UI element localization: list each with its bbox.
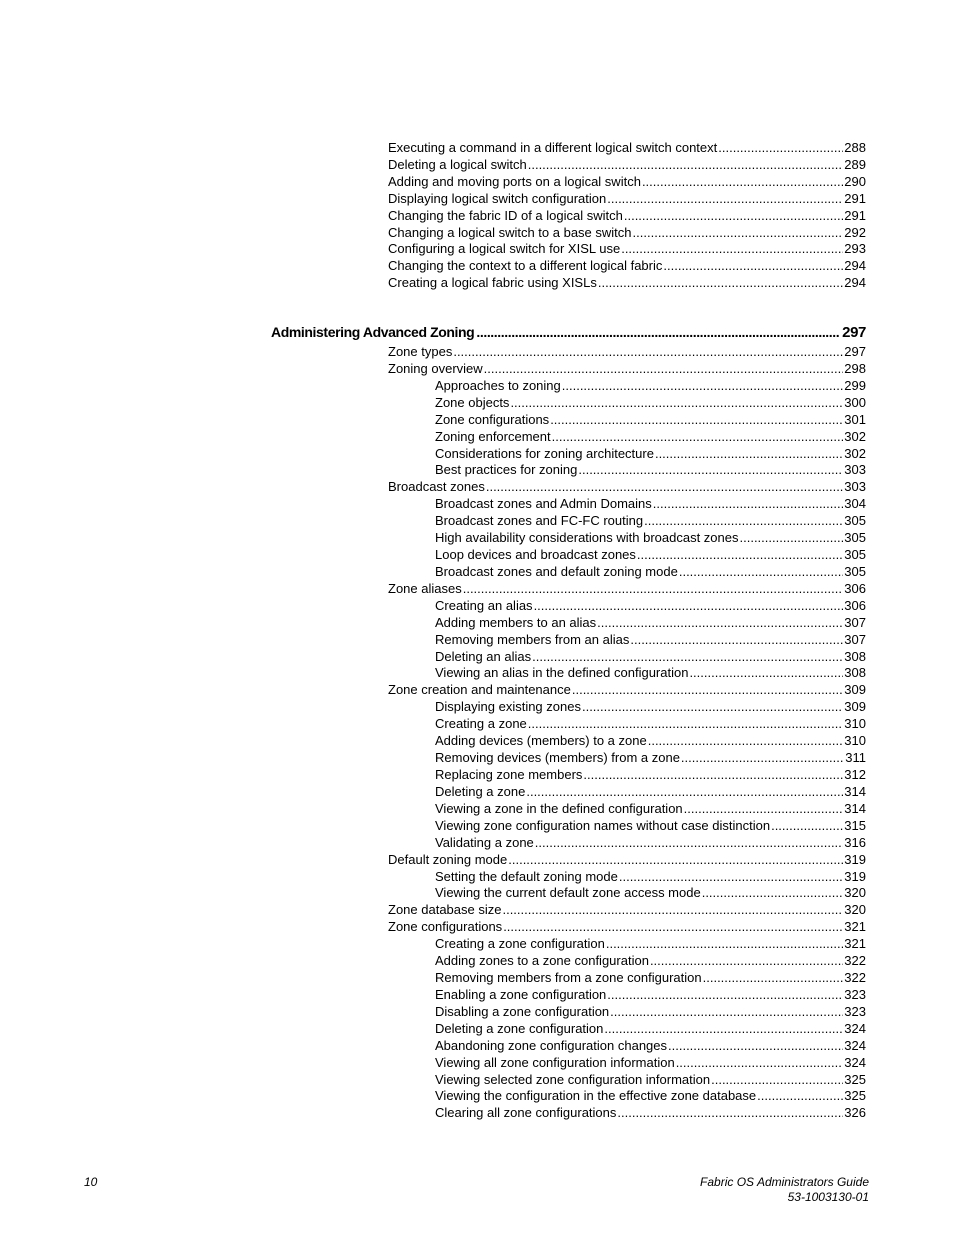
toc-entry-title: Viewing the current default zone access mode: [435, 885, 701, 901]
dot-leader: [633, 224, 844, 241]
dot-leader: [757, 1087, 843, 1104]
dot-leader: [582, 698, 843, 715]
toc-entry-page-number: 307: [844, 614, 866, 630]
dot-leader: [648, 732, 844, 749]
toc-entry[interactable]: [435, 495, 866, 512]
toc-entry[interactable]: [435, 1104, 866, 1121]
dot-leader: [502, 901, 843, 918]
toc-entry[interactable]: [435, 1087, 866, 1104]
dot-leader: [528, 715, 844, 732]
toc-entry-title: Viewing zone configuration names without case distinction: [435, 817, 771, 833]
toc-entry-title: Zone configurations: [435, 411, 550, 427]
toc-entry[interactable]: [435, 1054, 866, 1071]
dot-leader: [644, 512, 843, 529]
dot-leader: [463, 580, 844, 597]
dot-leader: [619, 868, 843, 885]
dot-leader: [642, 173, 843, 190]
toc-entry-title: Zone aliases: [388, 580, 462, 596]
dot-leader: [621, 240, 843, 257]
toc-entry-title: Adding devices (members) to a zone: [435, 733, 647, 749]
toc-entry-page-number: 308: [844, 648, 866, 664]
toc-entry-title: Removing devices (members) from a zone: [435, 750, 680, 766]
toc-entry[interactable]: [388, 681, 866, 698]
dot-leader: [655, 445, 843, 462]
toc-entry[interactable]: [435, 428, 866, 445]
toc-entry-title: Viewing all zone configuration information: [435, 1054, 675, 1070]
toc-entry[interactable]: [388, 580, 866, 597]
dot-leader: [653, 495, 844, 512]
dot-leader: [604, 1020, 843, 1037]
dot-leader: [681, 749, 844, 766]
dot-leader: [689, 664, 843, 681]
toc-entry[interactable]: [388, 224, 866, 241]
toc-entry[interactable]: [435, 817, 866, 834]
toc-entry-page-number: 305: [844, 530, 866, 546]
toc-entry[interactable]: [435, 1037, 866, 1054]
toc-entry-title: Adding and moving ports on a logical switch: [388, 173, 641, 189]
toc-entry[interactable]: [435, 1020, 866, 1037]
toc-entry-title: Disabling a zone configuration: [435, 1003, 610, 1019]
toc-entry-title: Zone creation and maintenance: [388, 682, 571, 698]
toc-entry-page-number: 322: [844, 953, 866, 969]
toc-entry-title: Validating a zone: [435, 834, 534, 850]
toc-entry-page-number: 309: [844, 699, 866, 715]
dot-leader: [703, 969, 844, 986]
toc-entry-page-number: 303: [844, 462, 866, 478]
toc-entry[interactable]: [435, 1071, 866, 1088]
toc-entry[interactable]: [435, 377, 866, 394]
toc-entry-page-number: 306: [844, 580, 866, 596]
toc-entry[interactable]: [388, 190, 866, 207]
toc-entry-page-number: 326: [844, 1105, 866, 1121]
toc-entry-page-number: 304: [844, 496, 866, 512]
toc-entry[interactable]: [388, 207, 866, 224]
toc-entry[interactable]: [435, 800, 866, 817]
toc-entry-page-number: 290: [844, 173, 866, 189]
toc-entry-title: Broadcast zones: [388, 479, 485, 495]
toc-entry-title: Viewing an alias in the defined configuration: [435, 665, 689, 681]
toc-entry-title: Viewing the configuration in the effective zone database: [435, 1088, 757, 1104]
toc-entry-title: Removing members from a zone configuration: [435, 970, 702, 986]
footer-doc-title: Fabric OS Administrators Guide: [700, 1175, 869, 1189]
toc-entry[interactable]: [388, 156, 866, 173]
toc-entry[interactable]: [435, 529, 866, 546]
toc-entry-title: Adding members to an alias: [435, 614, 597, 630]
toc-entry-title: Broadcast zones and FC-FC routing: [435, 513, 644, 529]
toc-entry[interactable]: [435, 868, 866, 885]
toc-entry-page-number: 303: [844, 479, 866, 495]
toc-entry-page-number: 306: [844, 597, 866, 613]
toc-entry[interactable]: [435, 783, 866, 800]
toc-entry-title: Deleting a zone configuration: [435, 1020, 604, 1036]
toc-entry[interactable]: [435, 461, 866, 478]
toc-entry-page-number: 325: [844, 1071, 866, 1087]
toc-entry[interactable]: [435, 546, 866, 563]
toc-entry-title: Creating a zone configuration: [435, 936, 605, 952]
toc-entry-title: Broadcast zones and default zoning mode: [435, 563, 678, 579]
toc-entry-page-number: 325: [844, 1088, 866, 1104]
toc-entry-page-number: 316: [844, 834, 866, 850]
chapter-page-number: 297: [842, 324, 866, 341]
dot-leader: [637, 546, 843, 563]
toc-entry-title: Zone types: [388, 344, 453, 359]
toc-entry-title: Setting the default zoning mode: [435, 868, 618, 884]
toc-entry[interactable]: [435, 648, 866, 665]
toc-entry-page-number: 289: [844, 156, 866, 172]
dot-leader: [668, 1037, 843, 1054]
toc-entry-page-number: 321: [844, 919, 866, 935]
dot-leader: [740, 529, 844, 546]
toc-entry-page-number: 309: [844, 682, 866, 698]
toc-entry-title: Default zoning mode: [388, 851, 508, 867]
toc-entry[interactable]: [388, 918, 866, 935]
toc-entry[interactable]: [388, 343, 866, 360]
toc-entry[interactable]: [435, 631, 866, 648]
dot-leader: [630, 631, 843, 648]
dot-leader: [617, 1104, 843, 1121]
toc-entry-title: Zoning overview: [388, 360, 483, 376]
dot-leader: [503, 918, 843, 935]
toc-entry-page-number: 324: [844, 1054, 866, 1070]
toc-entry-page-number: 321: [844, 936, 866, 952]
toc-entry[interactable]: [388, 139, 866, 156]
toc-entry-title: Configuring a logical switch for XISL use: [388, 241, 621, 257]
dot-leader: [679, 563, 843, 580]
toc-entry-page-number: 307: [844, 631, 866, 647]
toc-entry-page-number: 310: [844, 733, 866, 749]
toc-entry-title: Approaches to zoning: [435, 377, 561, 393]
toc-entry[interactable]: [435, 952, 866, 969]
toc-entry[interactable]: [388, 901, 866, 918]
toc-entry[interactable]: [435, 732, 866, 749]
dot-leader: [534, 597, 844, 614]
chapter-title: Administering Advanced Zoning: [271, 324, 475, 340]
toc-entry-title: Adding zones to a zone configuration: [435, 953, 649, 969]
toc-entry-title: Displaying logical switch configuration: [388, 190, 607, 206]
toc-entry-page-number: 314: [844, 800, 866, 816]
toc-entry[interactable]: [435, 834, 866, 851]
toc-entry[interactable]: [435, 749, 866, 766]
toc-entry[interactable]: [388, 851, 866, 868]
toc-entry-title: Creating an alias: [435, 597, 533, 613]
toc-entry-page-number: 302: [844, 428, 866, 444]
toc-entry-page-number: 324: [844, 1037, 866, 1053]
toc-entry-page-number: 323: [844, 1003, 866, 1019]
toc-entry-page-number: 305: [844, 547, 866, 563]
toc-entry-title: Enabling a zone configuration: [435, 986, 607, 1002]
toc-entry-page-number: 315: [844, 817, 866, 833]
dot-leader: [476, 323, 840, 341]
dot-leader: [535, 834, 844, 851]
toc-entry-page-number: 314: [844, 783, 866, 799]
toc-entry[interactable]: [388, 257, 866, 274]
toc-entry[interactable]: [388, 240, 866, 257]
toc-entry-page-number: 298: [844, 360, 866, 376]
toc-entry[interactable]: [435, 597, 866, 614]
toc-entry[interactable]: [435, 394, 866, 411]
dot-leader: [526, 783, 843, 800]
toc-entry[interactable]: [435, 766, 866, 783]
toc-entry[interactable]: [435, 411, 866, 428]
toc-entry-page-number: 291: [844, 207, 866, 223]
toc-entry-title: Viewing selected zone configuration information: [435, 1071, 711, 1087]
toc-entry-title: Viewing a zone in the defined configuration: [435, 800, 683, 816]
toc-entry-title: Deleting a zone: [435, 783, 526, 799]
footer-doc-info: [700, 1175, 869, 1205]
toc-entry-page-number: 305: [844, 563, 866, 579]
toc-entry-title: Removing members from an alias: [435, 631, 630, 647]
toc-entry-title: Deleting an alias: [435, 648, 532, 664]
toc-entry-title: Zoning enforcement: [435, 428, 551, 444]
dot-leader: [597, 614, 843, 631]
toc-entry-page-number: 288: [844, 140, 866, 155]
toc-entry-title: Changing a logical switch to a base switch: [388, 224, 632, 240]
toc-entry-title: Changing the fabric ID of a logical switch: [388, 207, 623, 223]
toc-entry[interactable]: [435, 614, 866, 631]
dot-leader: [650, 952, 843, 969]
footer-page-number: 10: [84, 1175, 98, 1189]
toc-entry-page-number: 312: [844, 767, 866, 782]
toc-entry[interactable]: [435, 563, 866, 580]
dot-leader: [484, 360, 844, 377]
toc-entry[interactable]: [435, 935, 866, 952]
toc-entry-title: Creating a zone: [435, 716, 527, 732]
toc-entry[interactable]: [388, 173, 866, 190]
toc-entry[interactable]: [435, 445, 866, 462]
toc-entry-page-number: 322: [844, 970, 866, 986]
dot-leader: [676, 1054, 844, 1071]
dot-leader: [771, 817, 843, 834]
toc-entry-title: Clearing all zone configurations: [435, 1105, 617, 1121]
toc-entry-title: Creating a logical fabric using XISLs: [388, 275, 597, 291]
toc-entry[interactable]: [435, 969, 866, 986]
toc-entry-page-number: 291: [844, 190, 866, 206]
toc-entry-page-number: 310: [844, 716, 866, 732]
dot-leader: [486, 478, 843, 495]
dot-leader: [578, 461, 843, 478]
toc-entry-title: Deleting a logical switch: [388, 156, 527, 172]
toc-entry-page-number: 301: [844, 411, 866, 427]
toc-entry[interactable]: [435, 698, 866, 715]
dot-leader: [532, 648, 843, 665]
dot-leader: [606, 935, 843, 952]
dot-leader: [583, 766, 843, 783]
dot-leader: [528, 156, 844, 173]
toc-entry-page-number: 302: [844, 445, 866, 461]
toc-entry-title: Broadcast zones and Admin Domains: [435, 496, 652, 512]
toc-entry-page-number: 320: [844, 902, 866, 918]
toc-entry[interactable]: [435, 884, 866, 901]
toc-entry-page-number: 308: [844, 665, 866, 681]
toc-entry-title: Loop devices and broadcast zones: [435, 547, 636, 563]
toc-entry-title: Best practices for zoning: [435, 462, 578, 478]
dot-leader: [610, 1003, 843, 1020]
toc-entry-page-number: 300: [844, 394, 866, 410]
chapter-heading[interactable]: [271, 323, 866, 341]
dot-leader: [572, 681, 843, 698]
toc-entry-page-number: 320: [844, 885, 866, 901]
toc-entry-page-number: 319: [844, 851, 866, 867]
toc-entry-page-number: 319: [844, 868, 866, 884]
toc-entry-page-number: 293: [844, 241, 866, 257]
dot-leader: [510, 394, 843, 411]
toc-entry-title: Considerations for zoning architecture: [435, 445, 654, 461]
dot-leader: [684, 800, 844, 817]
toc-entry-page-number: 305: [844, 513, 866, 529]
toc-entry-page-number: 299: [844, 377, 866, 393]
toc-entry-page-number: 297: [844, 344, 866, 359]
toc-entry[interactable]: [435, 986, 866, 1003]
toc-entry[interactable]: [435, 512, 866, 529]
dot-leader: [711, 1071, 843, 1088]
toc-entry-title: Changing the context to a different logical fabric: [388, 258, 663, 274]
dot-leader: [607, 986, 843, 1003]
dot-leader: [550, 411, 843, 428]
dot-leader: [453, 343, 843, 360]
toc-entry-page-number: 324: [844, 1020, 866, 1036]
dot-leader: [702, 884, 844, 901]
toc-entry-page-number: 294: [844, 258, 866, 274]
toc-entry[interactable]: [435, 715, 866, 732]
dot-leader: [663, 257, 843, 274]
toc-entry-title: Displaying existing zones: [435, 699, 581, 715]
toc-entry[interactable]: [388, 274, 866, 291]
dot-leader: [508, 851, 843, 868]
dot-leader: [607, 190, 843, 207]
toc-entry-title: Executing a command in a different logical switch context: [388, 140, 718, 155]
toc-entry-page-number: 294: [844, 275, 866, 291]
toc-entry-title: Zone configurations: [388, 919, 503, 935]
toc-entry[interactable]: [435, 1003, 866, 1020]
toc-entry[interactable]: [435, 664, 866, 681]
toc-entry-title: Abandoning zone configuration changes: [435, 1037, 668, 1053]
dot-leader: [562, 377, 844, 394]
toc-entry-page-number: 323: [844, 986, 866, 1002]
dot-leader: [598, 274, 843, 291]
toc-entry-page-number: 292: [844, 224, 866, 240]
dot-leader: [718, 139, 843, 156]
toc-entry[interactable]: [388, 478, 866, 495]
dot-leader: [624, 207, 843, 224]
footer-doc-number: 53-1003130-01: [787, 1190, 869, 1204]
toc-entry-title: Zone objects: [435, 394, 510, 410]
toc-entry-title: Zone database size: [388, 902, 502, 918]
toc-entry-title: High availability considerations with broadcast zones: [435, 530, 739, 546]
toc-entry-title: Replacing zone members: [435, 767, 583, 782]
dot-leader: [552, 428, 844, 445]
toc-entry-page-number: 311: [845, 750, 866, 766]
toc-entry[interactable]: [388, 360, 866, 377]
